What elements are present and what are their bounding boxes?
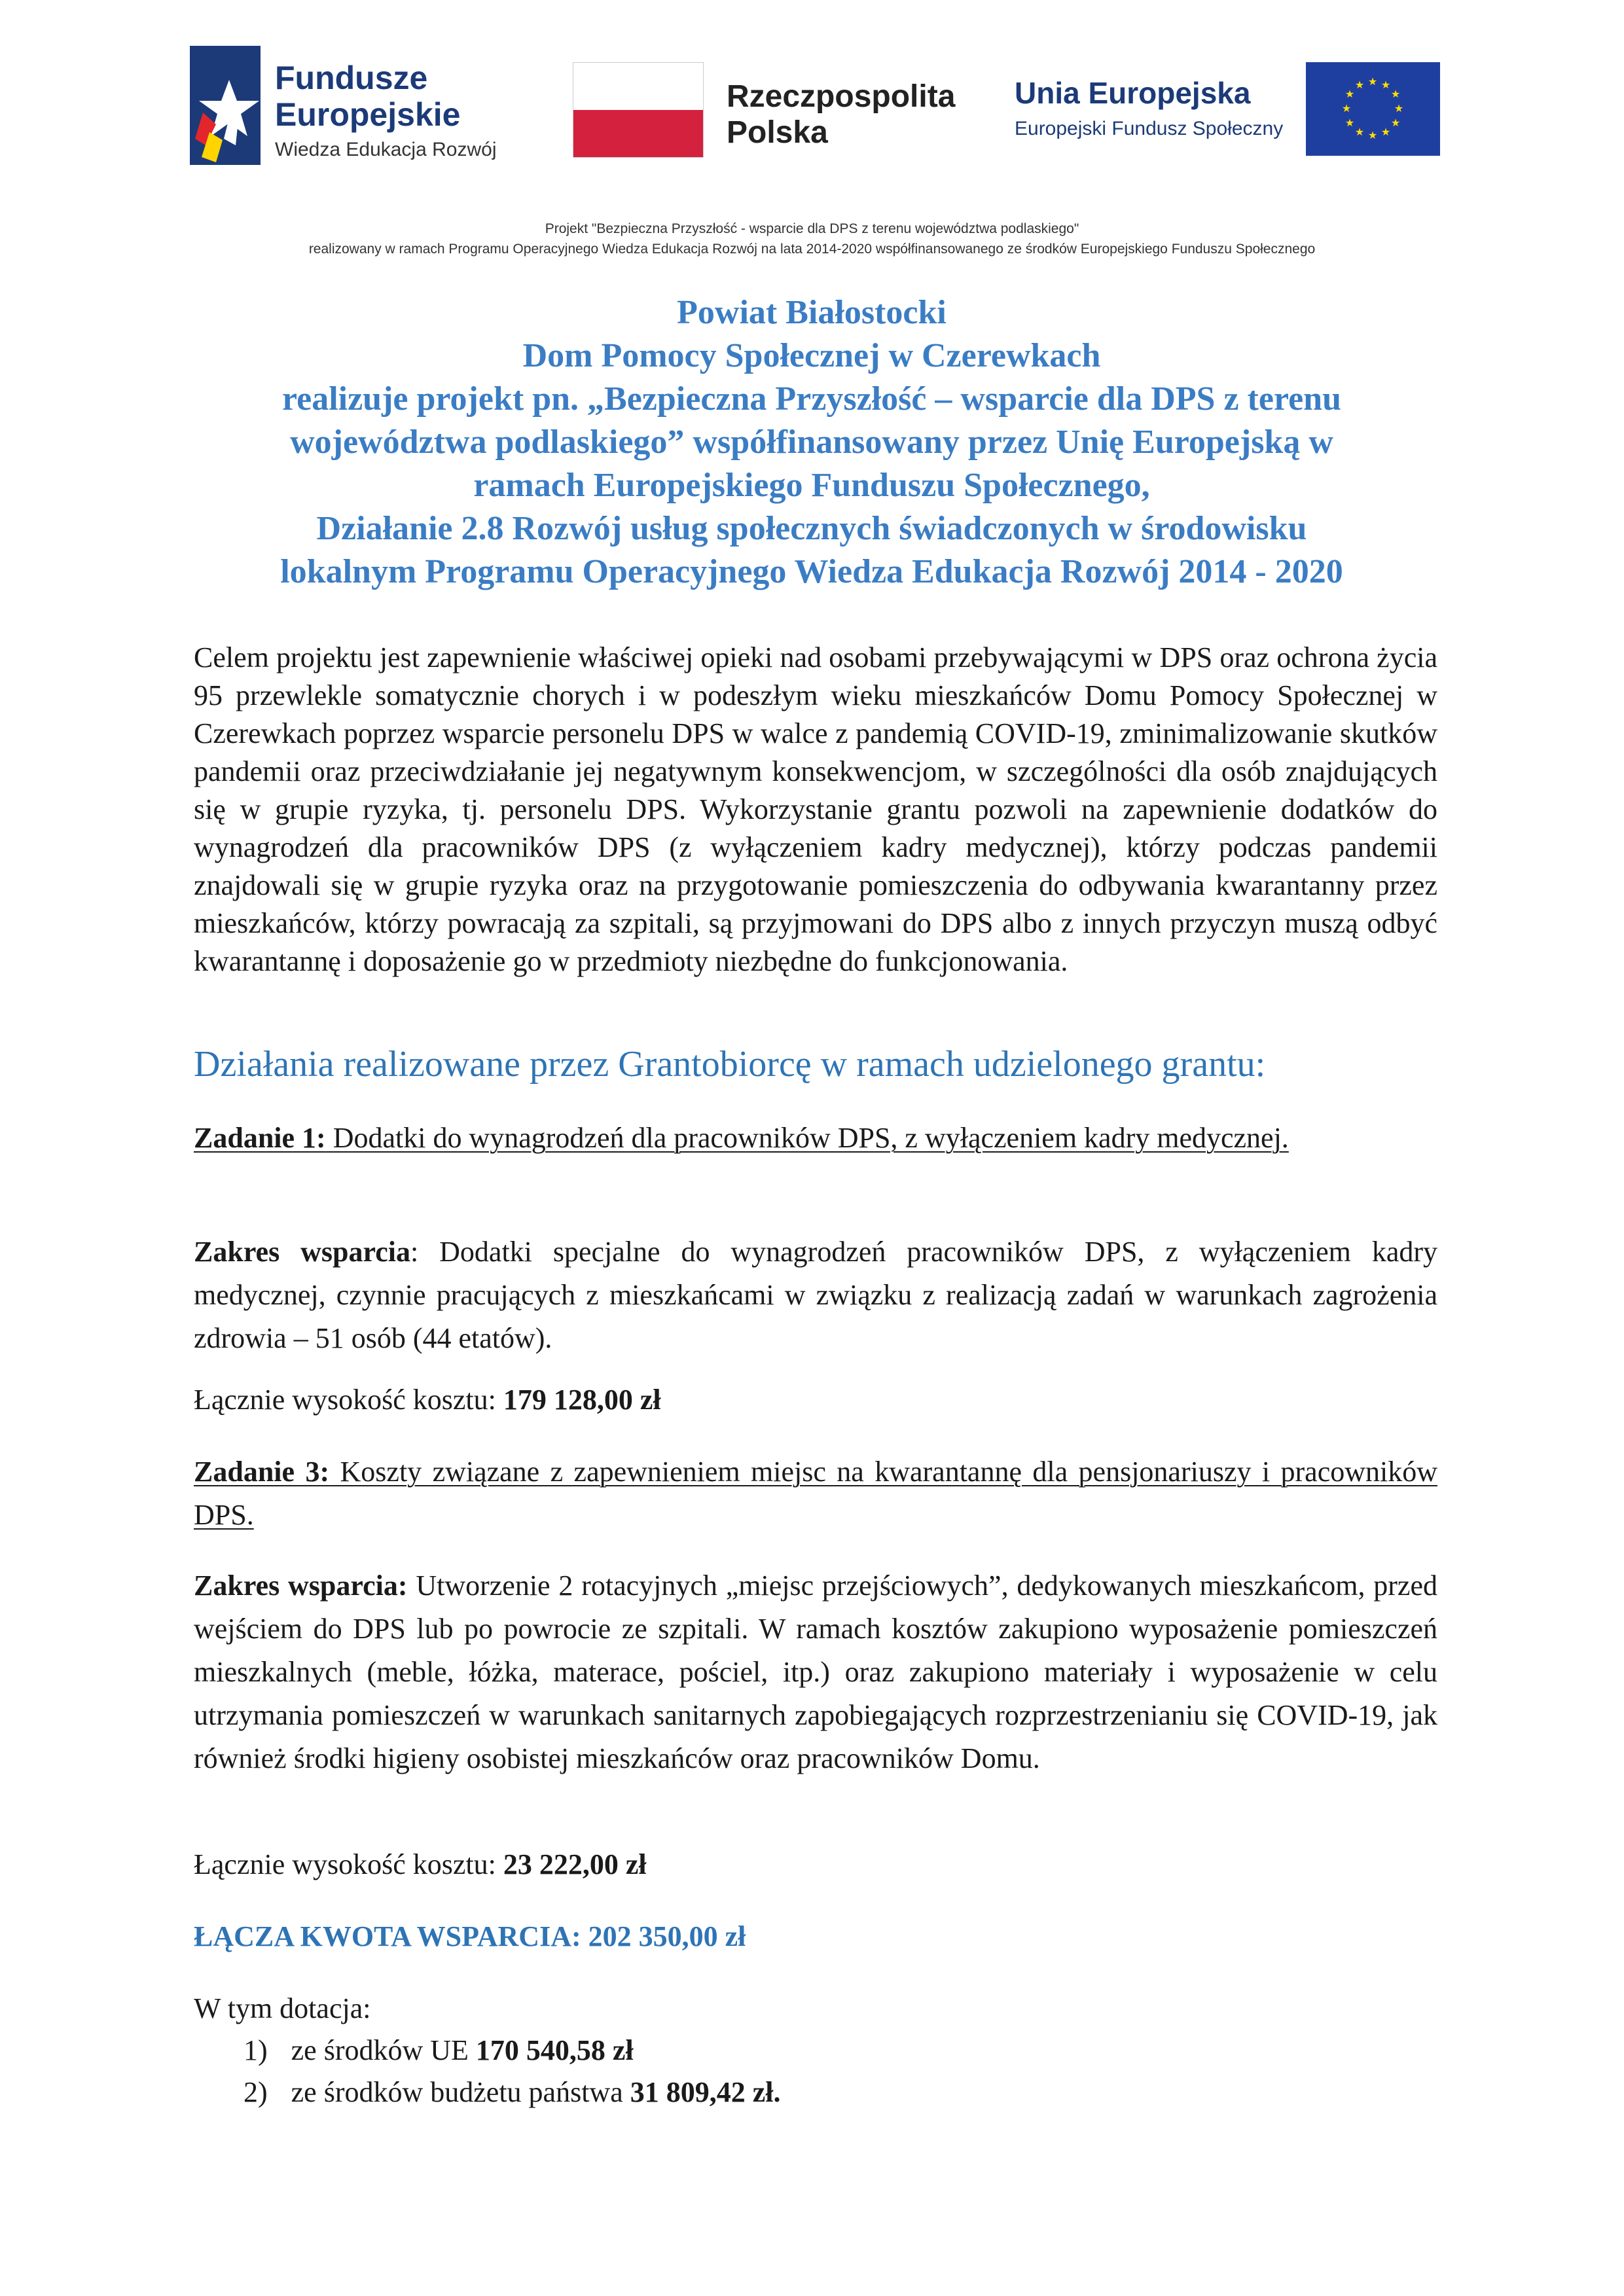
headline-line5: ramach Europejskiego Funduszu Społecznego, — [473, 467, 1150, 504]
task1-cost-label: Łącznie wysokość kosztu: — [194, 1384, 503, 1416]
fundusze-line2: Europejskie — [275, 96, 461, 133]
dotacja-item-2-text: ze środków budżetu państwa — [291, 2076, 630, 2108]
task3-cost-value: 23 222,00 zł — [503, 1848, 647, 1880]
intro-paragraph: Celem projektu jest zapewnienie właściwej opieki nad osobami przebywającymi w DPS oraz ochrona życia 95 przewlekle somatycznie chorych i w podeszłym wieku mieszkańców Domu Pomocy Społecznej w Czerewkach poprzez wsparcie personelu DPS w walce z pandemią COVID-19, zminimalizowanie skutków pandemii oraz przeciwdziałanie jej negatywnym konsekwencjom, w szczególności dla osób znajdujących się w grupie ryzyka, tj. personelu DPS. Wykorzystanie grantu pozwoli na zapewnienie dodatków do wynagrodzeń dla pracowników DPS (z wyłączeniem kadry medycznej), którzy podczas pandemii znajdowali się w grupie ryzyka oraz na przygotowanie pomieszczenia do odbywania kwarantanny przez mieszkańców, którzy powracają za szpitali, są przyjmowani do DPS albo z innych przyczyn muszą odbyć kwarantannę i doposażenie go w przedmioty niezbędne do funkcjonowania. — [194, 641, 1437, 977]
svg-text:★: ★ — [1390, 117, 1401, 129]
headline-line2: Dom Pomocy Społecznej w Czerewkach — [522, 337, 1101, 374]
svg-text:★: ★ — [1344, 88, 1355, 100]
dotacja-item-2-num: 2) — [244, 2076, 268, 2108]
svg-text:★: ★ — [1394, 102, 1404, 115]
unia-line1: Unia Europejska — [1015, 76, 1251, 110]
dotacja-item-1 — [244, 2029, 1356, 2072]
svg-text:★: ★ — [1354, 79, 1365, 91]
task3-scope-label: Zakres wsparcia: — [194, 1570, 408, 1602]
headline-line7: lokalnym Programu Operacyjnego Wiedza Edukacja Rozwój 2014 - 2020 — [280, 553, 1343, 590]
task1-scope-text: : Dodatki specjalne do wynagrodzeń pracowników DPS, z wyłączeniem kadry medycznej, czynnie pracujących z mieszkańcami w związku z realizacją zadań w warunkach zagrożenia zdrowia – 51 osób (44 etatów). — [194, 1236, 1438, 1354]
dotacja-intro: W tym dotacja: — [194, 1992, 371, 2024]
eu-flag-icon — [1306, 62, 1440, 156]
task1-scope-label: Zakres wsparcia — [194, 1236, 410, 1268]
unia-line2: Europejski Fundusz Społeczny — [1015, 118, 1284, 139]
svg-text:★: ★ — [1390, 88, 1401, 100]
unia-europejska-logo — [1015, 62, 1440, 160]
svg-text:★: ★ — [1380, 79, 1391, 91]
headline-line6: Działanie 2.8 Rozwój usług społecznych świadczonych w środowisku — [316, 510, 1307, 547]
task3-label: Zadanie 3: — [194, 1456, 330, 1488]
task1-title: Dodatki do wynagrodzeń dla pracowników DPS, z wyłączeniem kadry medycznej. — [325, 1122, 1289, 1154]
svg-text:★: ★ — [1341, 102, 1352, 115]
fundusze-star-icon — [190, 41, 268, 171]
task3-scope-text: Utworzenie 2 rotacyjnych „miejsc przejściowych”, dedykowanych mieszkańcom, przed wejściem do DPS lub po powrocie ze szpitali. W ramach kosztów zakupiono wyposażenie pomieszczeń mieszkalnych (meble, łóżka, materace, pościel, itp.) oraz zakupiono materiały i wyposażenie w celu utrzymania pomieszczeń w warunkach sanitarnych zapobiegających rozprzestrzenianiu się COVID-19, jak również środki higieny osobistej mieszkańców oraz pracowników Domu. — [194, 1570, 1437, 1774]
dotacja-item-2 — [244, 2071, 1356, 2114]
dotacja-item-2-value: 31 809,42 zł. — [630, 2076, 781, 2108]
fundusze-line1: Fundusze — [275, 60, 428, 96]
svg-text:★: ★ — [1344, 117, 1355, 129]
fundusze-europejskie-logo — [190, 41, 530, 171]
task3-cost — [194, 1843, 1437, 1886]
project-info-line1: Projekt "Bezpieczna Przyszłość - wsparcie dla DPS z terenu województwa podlaskiego" — [545, 221, 1079, 236]
svg-text:★: ★ — [1380, 126, 1391, 138]
dotacja-item-1-text: ze środków UE — [291, 2034, 476, 2066]
svg-text:★: ★ — [1367, 75, 1378, 88]
task3-scope — [194, 1564, 1437, 1780]
dotacja-item-1-num: 1) — [244, 2034, 268, 2066]
task3-cost-label: Łącznie wysokość kosztu: — [194, 1848, 503, 1880]
project-info-line2: realizowany w ramach Programu Operacyjnego Wiedza Edukacja Rozwój na lata 2014-2020 współfinansowanego ze środków Europejskiego Funduszu Społecznego — [308, 242, 1316, 257]
dotacja-item-1-value: 170 540,58 zł — [475, 2034, 634, 2066]
headline-line1: Powiat Białostocki — [677, 294, 947, 331]
fundusze-line3: Wiedza Edukacja Rozwój — [275, 139, 497, 160]
section-title: Działania realizowane przez Grantobiorcę w ramach udzielonego grantu: — [194, 1044, 1266, 1085]
polska-line2: Polska — [727, 115, 828, 150]
task3-title: Koszty związane z zapewnieniem miejsc na kwarantannę dla pensjonariuszy i pracowników DPS. — [194, 1456, 1437, 1531]
svg-text:★: ★ — [1367, 129, 1378, 141]
rzeczpospolita-polska-logo — [573, 62, 956, 160]
headline-line3: realizuje projekt pn. „Bezpieczna Przyszłość – wsparcie dla DPS z terenu — [281, 380, 1342, 418]
polska-line1: Rzeczpospolita — [727, 79, 956, 114]
svg-text:★: ★ — [1354, 126, 1365, 138]
total-support: ŁĄCZA KWOTA WSPARCIA: 202 350,00 zł — [194, 1920, 746, 1952]
task1-cost — [194, 1378, 1437, 1422]
task3-heading — [194, 1450, 1437, 1537]
task1-cost-value: 179 128,00 zł — [503, 1384, 661, 1416]
task1-scope — [194, 1230, 1437, 1360]
task1-heading — [194, 1117, 1437, 1160]
headline-line4: województwa podlaskiego” współfinansowany przez Unię Europejską w — [290, 423, 1333, 461]
polish-flag-icon — [573, 62, 704, 158]
task1-label: Zadanie 1: — [194, 1122, 326, 1154]
